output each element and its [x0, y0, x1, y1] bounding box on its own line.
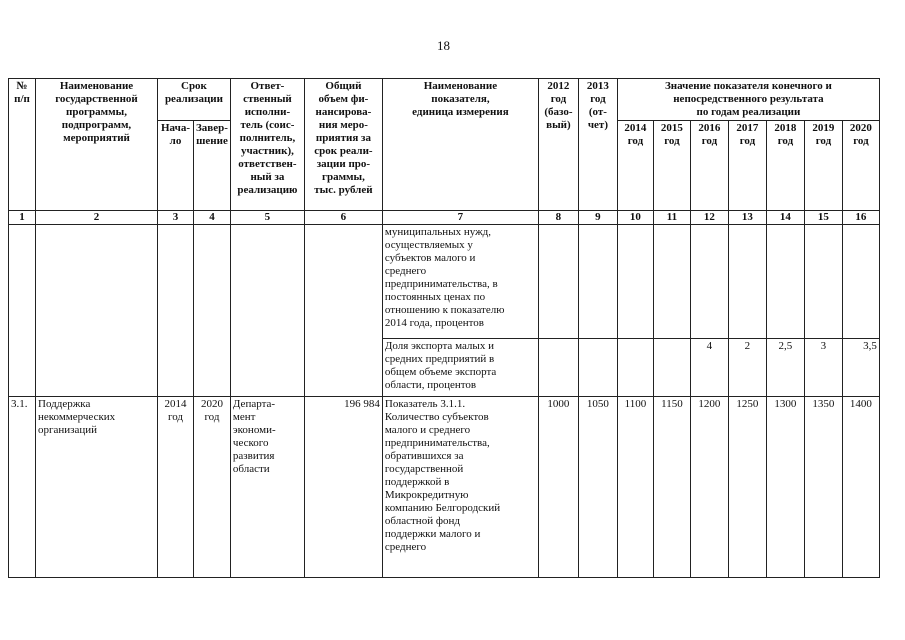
- cell-empty: [842, 225, 879, 339]
- cell-empty: [230, 225, 304, 397]
- value-2019: 3: [804, 339, 842, 397]
- cell-empty: [304, 225, 382, 397]
- value-2013: [578, 339, 617, 397]
- cell-empty: [194, 225, 231, 397]
- col-number: 12: [690, 211, 728, 225]
- table-row: [9, 397, 880, 578]
- header-financing: Общий объем фи- нансирова- ния меро- приятия за срок реали- зации про- граммы, тыс. рублей: [304, 79, 382, 211]
- value-2012: 1000: [538, 397, 578, 578]
- header-year-2015: 2015 год: [653, 121, 690, 211]
- value-2017: 2: [728, 339, 766, 397]
- header-year-2017: 2017 год: [728, 121, 766, 211]
- end-year: 2020 год: [194, 397, 231, 578]
- header-term: Срок реализации: [158, 79, 231, 121]
- start-year: 2014 год: [158, 397, 194, 578]
- header-year-2020: 2020 год: [842, 121, 879, 211]
- indicator-text: Показатель 3.1.1. Количество субъектов малого и среднего предпринимательства, обратившихся за государственной поддержкой в Микрокредитную компанию Белгородский областной фонд поддержки малого и среднего: [382, 397, 538, 578]
- responsible-executor: Департа- мент экономи- ческого развития области: [230, 397, 304, 578]
- cell-empty: [690, 225, 728, 339]
- col-number: 9: [578, 211, 617, 225]
- value-2014: [617, 339, 653, 397]
- value-2015: [653, 339, 690, 397]
- value-2019: 1350: [804, 397, 842, 578]
- header-values: Значение показателя конечного и непосредственного результата по годам реализации: [617, 79, 879, 121]
- measure-name: Поддержка некоммерческих организаций: [36, 397, 158, 578]
- col-number: 13: [728, 211, 766, 225]
- col-number: 10: [617, 211, 653, 225]
- col-number: 7: [382, 211, 538, 225]
- header-year-2019: 2019 год: [804, 121, 842, 211]
- cell-empty: [578, 225, 617, 339]
- header-2012: 2012 год (базо- вый): [538, 79, 578, 211]
- header-year-2016: 2016 год: [690, 121, 728, 211]
- header-end: Завер- шение: [194, 121, 231, 211]
- program-table: [8, 78, 880, 578]
- value-2020: 3,5: [842, 339, 879, 397]
- cell-empty: [728, 225, 766, 339]
- col-number: 16: [842, 211, 879, 225]
- financing-amount: 196 984: [304, 397, 382, 578]
- cell-empty: [617, 225, 653, 339]
- table-row: [9, 225, 880, 339]
- col-number: 4: [194, 211, 231, 225]
- header-year-2014: 2014 год: [617, 121, 653, 211]
- row-number: 3.1.: [9, 397, 36, 578]
- cell-empty: [653, 225, 690, 339]
- header-num: № п/п: [9, 79, 36, 211]
- header-responsible: Ответ- ственный исполни- тель (соис- полнитель, участник), ответствен- ный за реализацию: [230, 79, 304, 211]
- header-name: Наименование государственной программы, подпрограмм, мероприятий: [36, 79, 158, 211]
- col-number: 6: [304, 211, 382, 225]
- value-2020: 1400: [842, 397, 879, 578]
- header-2013: 2013 год (от- чет): [578, 79, 617, 211]
- cell-empty: [158, 225, 194, 397]
- cell-empty: [538, 225, 578, 339]
- col-number: 8: [538, 211, 578, 225]
- value-2016: 1200: [690, 397, 728, 578]
- page-number: 18: [437, 38, 450, 53]
- col-number: 15: [804, 211, 842, 225]
- col-number: 2: [36, 211, 158, 225]
- column-numbers-row: [9, 211, 880, 225]
- cell-empty: [9, 225, 36, 397]
- indicator-text: Доля экспорта малых и средних предприятий в общем объеме экспорта области, процентов: [382, 339, 538, 397]
- col-number: 3: [158, 211, 194, 225]
- header-year-2018: 2018 год: [766, 121, 804, 211]
- value-2016: 4: [690, 339, 728, 397]
- value-2018: 2,5: [766, 339, 804, 397]
- col-number: 14: [766, 211, 804, 225]
- cell-empty: [766, 225, 804, 339]
- value-2017: 1250: [728, 397, 766, 578]
- value-2013: 1050: [578, 397, 617, 578]
- cell-empty: [36, 225, 158, 397]
- value-2012: [538, 339, 578, 397]
- value-2014: 1100: [617, 397, 653, 578]
- cell-empty: [804, 225, 842, 339]
- value-2018: 1300: [766, 397, 804, 578]
- value-2015: 1150: [653, 397, 690, 578]
- col-number: 11: [653, 211, 690, 225]
- col-number: 5: [230, 211, 304, 225]
- col-number: 1: [9, 211, 36, 225]
- header-start: Нача- ло: [158, 121, 194, 211]
- indicator-text: муниципальных нужд, осуществляемых у субъектов малого и среднего предпринимательства, в постоянных ценах по отношению к показателю 2014 года, процентов: [382, 225, 538, 339]
- header-indicator: Наименование показателя, единица измерения: [382, 79, 538, 211]
